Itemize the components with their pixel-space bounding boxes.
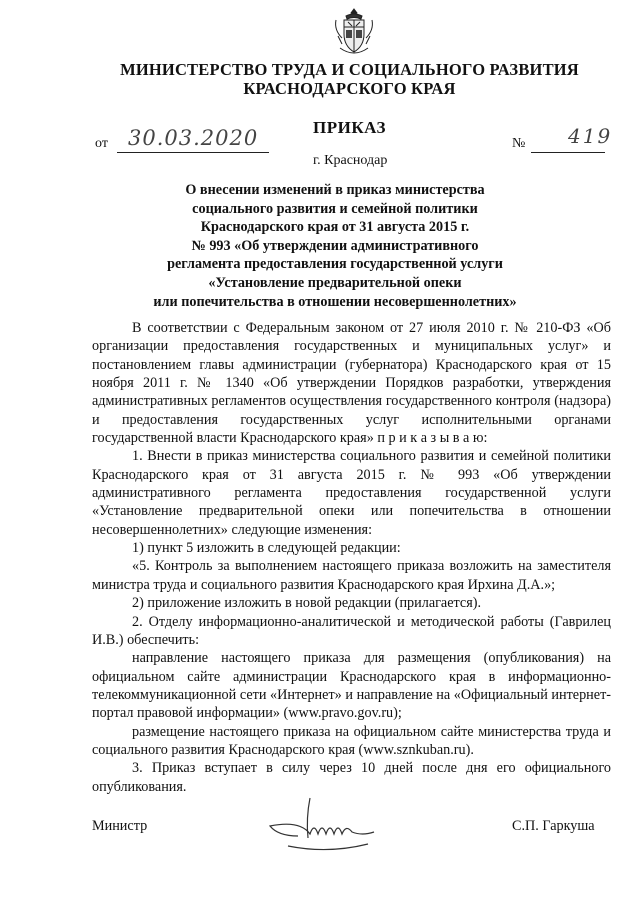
paragraph-item-3: 3. Приказ вступает в силу через 10 дней после дня его официального опубликования.	[92, 760, 611, 795]
order-subject-line: № 993 «Об утверждении административного	[191, 237, 479, 254]
handwritten-signature	[258, 796, 398, 856]
paragraph-subitem-2: 2) приложение изложить в новой редакции (прилагается).	[132, 595, 481, 612]
order-subject-line: или попечительства в отношении несовершеннолетних»	[153, 293, 517, 310]
order-subject-line: Краснодарского края от 31 августа 2015 г.	[200, 219, 470, 236]
date-value: 30.03.2020	[128, 126, 259, 150]
date-prefix: от	[95, 136, 108, 151]
paragraph-quote: «5. Контроль за выполнением настоящего приказа возложить на заместителя министра труда и социального развития Краснодарского края Ирхина Д.А.»;	[92, 558, 611, 593]
coat-of-arms-icon	[332, 6, 376, 58]
paragraph-item-2: 2. Отделу информационно-аналитической и методической работы (Гаврилец И.В.) обеспечить:	[92, 613, 611, 648]
paragraph-preamble: В соответствии с Федеральным законом от 27 июля 2010 г. № 210-ФЗ «Об организации предоставления государственных и муниципальных услуг» и постановлением главы администрации (губернатора) Краснодарского края от 15 ноября 2011 г. № 1340 «Об утверждении Порядков разработки, утверждения административных регламентов осуществления государственного контроля (надзора) и предоставления государственных услуг исполнительными органами государственной власти Краснодарского края» п р и к а з ы в а ю:	[92, 320, 611, 447]
signatory-position: Министр	[92, 818, 148, 834]
number-value: 419	[568, 124, 613, 148]
city: г. Краснодар	[313, 153, 388, 168]
signatory-name: С.П. Гаркуша	[512, 818, 595, 834]
order-subject-line: регламента предоставления государственной услуги	[167, 256, 503, 273]
number-prefix: №	[512, 136, 526, 151]
order-subject-line: социального развития и семейной политики	[192, 200, 478, 217]
paragraph-item-1: 1. Внести в приказ министерства социального развития и семейной политики Краснодарского края от 31 августа 2015 г. № 993 «Об утверждении административного регламента предоставления государственной услуги «Установление предварительной опеки или попечительства в отношении несовершеннолетних» следующие изменения:	[92, 448, 611, 538]
date-underline	[117, 152, 269, 153]
order-subject-line: О внесении изменений в приказ министерства	[185, 182, 485, 198]
paragraph-website: размещение настоящего приказа на официальном сайте министерства труда и социального развития Краснодарского края (www.sznkuban.ru).	[92, 723, 611, 758]
ministry-name-line2: КРАСНОДАРСКОГО КРАЯ	[243, 79, 456, 98]
order-subject	[120, 181, 550, 311]
order-title: ПРИКАЗ	[313, 118, 386, 137]
ministry-name-line1: МИНИСТЕРСТВО ТРУДА И СОЦИАЛЬНОГО РАЗВИТИЯ	[120, 60, 579, 79]
paragraph-subitem-1: 1) пункт 5 изложить в следующей редакции:	[132, 540, 401, 557]
order-subject-line: «Установление предварительной опеки	[208, 274, 462, 291]
paragraph-publishing: направление настоящего приказа для размещения (опубликования) на официальном сайте администрации Краснодарского края в информационно-телекоммуникационной сети «Интернет» и направление на «Официальный интернет-портал правовой информации» (www.pravo.gov.ru);	[92, 650, 611, 722]
order-body	[92, 319, 611, 796]
number-underline	[531, 152, 605, 153]
